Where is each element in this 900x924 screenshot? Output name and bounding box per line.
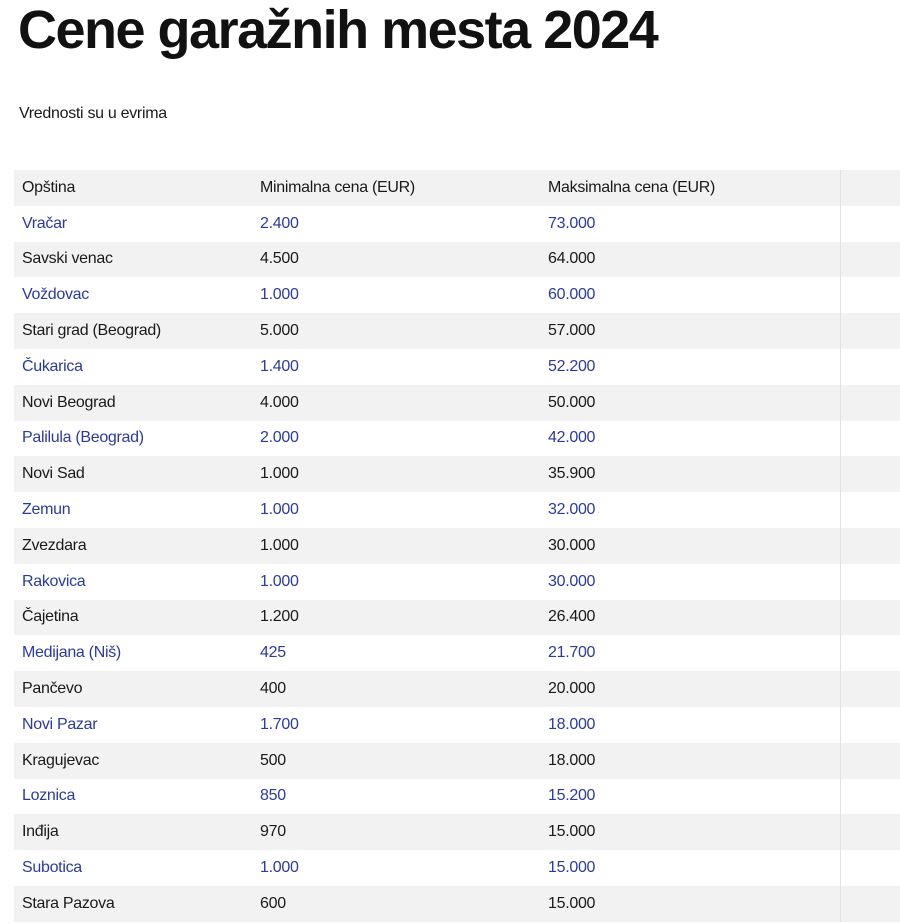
table-body — [14, 206, 900, 922]
table-row — [14, 277, 900, 313]
row-spacer — [840, 707, 900, 743]
column-spacer — [840, 170, 900, 206]
cell-min-price: 1.000 — [260, 536, 299, 554]
cell-min-price: 4.000 — [260, 393, 299, 411]
row-spacer — [840, 743, 900, 779]
cell-opstina: Inđija — [22, 823, 59, 841]
row-spacer — [840, 385, 900, 421]
cell-max-price: 18.000 — [548, 751, 596, 769]
cell-opstina: Novi Sad — [22, 465, 85, 483]
cell-min-price[interactable]: 1.700 — [260, 715, 299, 733]
cell-min-price[interactable]: 2.400 — [260, 214, 299, 232]
row-spacer — [840, 313, 900, 349]
cell-opstina: Čajetina — [22, 608, 79, 626]
row-spacer — [840, 600, 900, 636]
cell-max-price[interactable]: 52.200 — [548, 357, 596, 375]
table-row — [14, 385, 900, 421]
table-row — [14, 206, 900, 242]
cell-min-price: 500 — [260, 751, 286, 769]
table-row — [14, 671, 900, 707]
cell-min-price: 1.200 — [260, 608, 299, 626]
table-row — [14, 850, 900, 886]
cell-min-price: 970 — [260, 823, 286, 841]
table-row — [14, 635, 900, 671]
cell-min-price: 400 — [260, 680, 286, 698]
cell-opstina[interactable]: Vračar — [22, 214, 67, 232]
cell-max-price[interactable]: 60.000 — [548, 286, 596, 304]
cell-opstina: Stara Pazova — [22, 894, 115, 912]
cell-opstina[interactable]: Novi Pazar — [22, 715, 98, 733]
row-spacer — [840, 886, 900, 922]
cell-opstina[interactable]: Voždovac — [22, 286, 89, 304]
cell-opstina[interactable]: Zemun — [22, 501, 71, 519]
price-table — [14, 170, 900, 922]
row-spacer — [840, 564, 900, 600]
cell-opstina: Savski venac — [22, 250, 113, 268]
cell-min-price[interactable]: 1.000 — [260, 501, 299, 519]
cell-max-price: 15.000 — [548, 823, 596, 841]
cell-max-price[interactable]: 18.000 — [548, 715, 596, 733]
row-spacer — [840, 349, 900, 385]
cell-opstina[interactable]: Palilula (Beograd) — [22, 429, 144, 447]
row-spacer — [840, 850, 900, 886]
page-title: Cene garažnih mesta 2024 — [18, 0, 658, 60]
table-header-row — [14, 170, 900, 206]
cell-max-price: 20.000 — [548, 680, 596, 698]
cell-opstina[interactable]: Subotica — [22, 859, 82, 877]
page-subtitle: Vrednosti su u evrima — [19, 105, 167, 122]
cell-min-price[interactable]: 850 — [260, 787, 286, 805]
cell-opstina: Zvezdara — [22, 536, 87, 554]
cell-max-price: 35.900 — [548, 465, 596, 483]
cell-max-price: 26.400 — [548, 608, 596, 626]
column-header-min-price: Minimalna cena (EUR) — [260, 178, 415, 196]
table-row — [14, 814, 900, 850]
table-row — [14, 707, 900, 743]
cell-opstina: Kragujevac — [22, 751, 100, 769]
cell-min-price[interactable]: 1.000 — [260, 572, 299, 590]
row-spacer — [840, 242, 900, 278]
cell-max-price[interactable]: 30.000 — [548, 572, 596, 590]
row-spacer — [840, 492, 900, 528]
cell-max-price: 30.000 — [548, 536, 596, 554]
table-row — [14, 242, 900, 278]
cell-max-price: 57.000 — [548, 322, 596, 340]
cell-min-price[interactable]: 425 — [260, 644, 286, 662]
row-spacer — [840, 635, 900, 671]
table-row — [14, 349, 900, 385]
table-row — [14, 564, 900, 600]
cell-min-price[interactable]: 2.000 — [260, 429, 299, 447]
row-spacer — [840, 206, 900, 242]
table-row — [14, 492, 900, 528]
table-row — [14, 779, 900, 815]
cell-max-price: 64.000 — [548, 250, 596, 268]
cell-max-price[interactable]: 15.200 — [548, 787, 596, 805]
cell-max-price[interactable]: 42.000 — [548, 429, 596, 447]
cell-max-price[interactable]: 32.000 — [548, 501, 596, 519]
cell-min-price[interactable]: 1.000 — [260, 859, 299, 877]
row-spacer — [840, 779, 900, 815]
table-row — [14, 743, 900, 779]
row-spacer — [840, 421, 900, 457]
cell-min-price: 5.000 — [260, 322, 299, 340]
table-row — [14, 886, 900, 922]
row-spacer — [840, 277, 900, 313]
column-header-max-price: Maksimalna cena (EUR) — [548, 178, 716, 196]
cell-opstina: Pančevo — [22, 680, 83, 698]
cell-opstina[interactable]: Čukarica — [22, 357, 83, 375]
row-spacer — [840, 671, 900, 707]
cell-min-price: 1.000 — [260, 465, 299, 483]
table-row — [14, 600, 900, 636]
table-row — [14, 528, 900, 564]
cell-min-price: 4.500 — [260, 250, 299, 268]
cell-opstina: Stari grad (Beograd) — [22, 322, 161, 340]
cell-opstina[interactable]: Medijana (Niš) — [22, 644, 121, 662]
cell-min-price[interactable]: 1.000 — [260, 286, 299, 304]
row-spacer — [840, 814, 900, 850]
cell-max-price: 15.000 — [548, 894, 596, 912]
table-row — [14, 313, 900, 349]
cell-min-price[interactable]: 1.400 — [260, 357, 299, 375]
cell-max-price[interactable]: 15.000 — [548, 859, 596, 877]
cell-max-price[interactable]: 73.000 — [548, 214, 596, 232]
column-header-opstina: Opština — [22, 178, 76, 196]
cell-max-price[interactable]: 21.700 — [548, 644, 596, 662]
table-row — [14, 456, 900, 492]
row-spacer — [840, 528, 900, 564]
row-spacer — [840, 456, 900, 492]
cell-opstina[interactable]: Rakovica — [22, 572, 86, 590]
cell-opstina: Novi Beograd — [22, 393, 116, 411]
table-row — [14, 421, 900, 457]
cell-max-price: 50.000 — [548, 393, 596, 411]
cell-opstina[interactable]: Loznica — [22, 787, 76, 805]
cell-min-price: 600 — [260, 894, 286, 912]
